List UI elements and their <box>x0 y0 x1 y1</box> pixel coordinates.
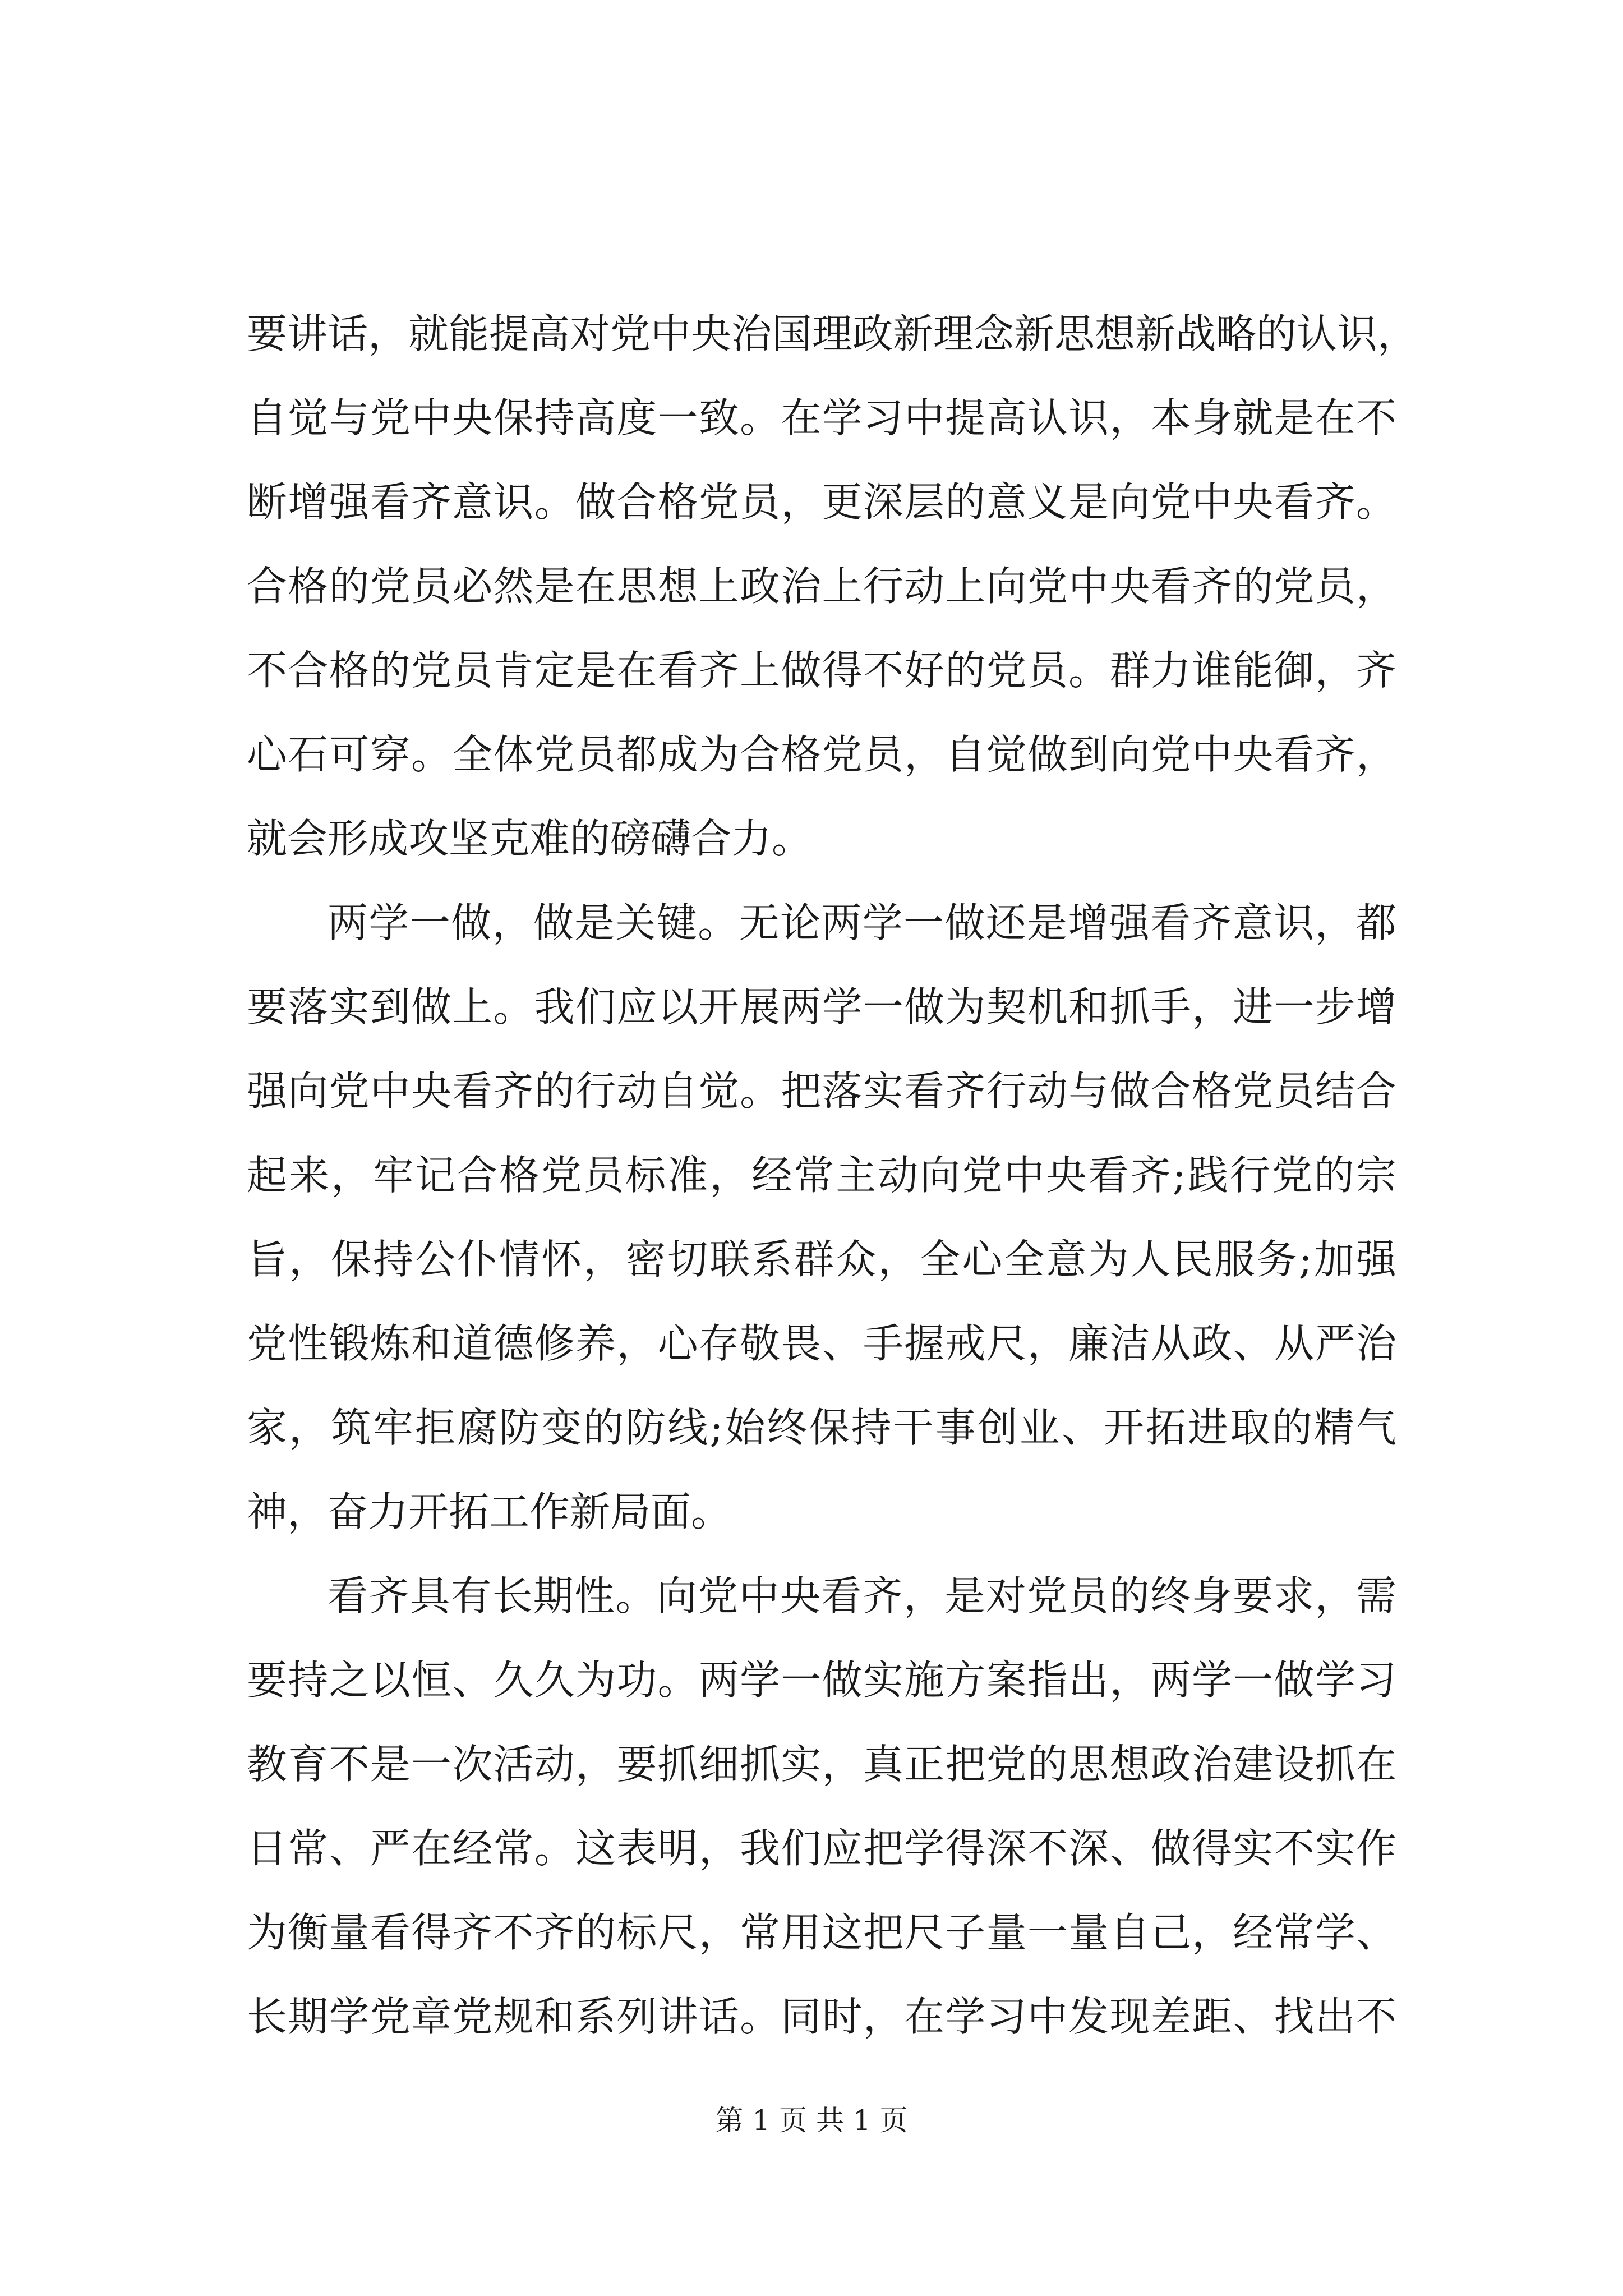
text-line: 长期学党章党规和系列讲话。同时，在学习中发现差距、找出不 <box>247 1993 1396 2040</box>
text-line: 自觉与党中央保持高度一致。在学习中提高认识，本身就是在不 <box>247 394 1396 441</box>
page-footer <box>0 2098 1623 2143</box>
text-line: 教育不是一次活动，要抓细抓实，真正把党的思想政治建设抓在 <box>247 1741 1396 1788</box>
page-number: 第 1 页 共 1 页 <box>715 2104 908 2137</box>
text-line: 合格的党员必然是在思想上政治上行动上向党中央看齐的党员， <box>247 563 1396 610</box>
text-line: 要持之以恒、久久为功。两学一做实施方案指出，两学一做学习 <box>247 1657 1396 1704</box>
text-line: 要落实到做上。我们应以开展两学一做为契机和抓手，进一步增 <box>247 983 1396 1030</box>
text-line: 两学一做，做是关键。无论两学一做还是增强看齐意识，都 <box>328 899 1396 946</box>
text-line: 党性锻炼和道德修养，心存敬畏、手握戒尺，廉洁从政、从严治 <box>247 1320 1396 1367</box>
text-line: 家，筑牢拒腐防变的防线;始终保持干事创业、开拓进取的精气 <box>247 1404 1396 1451</box>
text-line: 心石可穿。全体党员都成为合格党员，自觉做到向党中央看齐， <box>247 731 1396 778</box>
paragraph-1 <box>247 292 1418 881</box>
text-line: 就会形成攻坚克难的磅礴合力。 <box>247 815 813 862</box>
text-line: 起来，牢记合格党员标准，经常主动向党中央看齐;践行党的宗 <box>247 1152 1396 1199</box>
text-line: 为衡量看得齐不齐的标尺，常用这把尺子量一量自己，经常学、 <box>247 1909 1396 1956</box>
text-line: 日常、严在经常。这表明，我们应把学得深不深、做得实不实作 <box>247 1825 1396 1872</box>
text-line: 断增强看齐意识。做合格党员，更深层的意义是向党中央看齐。 <box>247 478 1396 526</box>
text-line: 强向党中央看齐的行动自觉。把落实看齐行动与做合格党员结合 <box>247 1068 1396 1115</box>
paragraph-3 <box>247 1554 1396 2059</box>
text-line: 旨，保持公仆情怀，密切联系群众，全心全意为人民服务;加强 <box>247 1236 1396 1283</box>
text-line: 要讲话，就能提高对党中央治国理政新理念新思想新战略的认识， <box>247 310 1418 357</box>
text-line: 神，奋力开拓工作新局面。 <box>247 1488 732 1535</box>
text-line: 不合格的党员肯定是在看齐上做得不好的党员。群力谁能御，齐 <box>247 647 1396 694</box>
paragraph-2 <box>247 881 1396 1554</box>
text-line: 看齐具有长期性。向党中央看齐，是对党员的终身要求，需 <box>328 1572 1396 1619</box>
document-body <box>247 292 1418 2059</box>
